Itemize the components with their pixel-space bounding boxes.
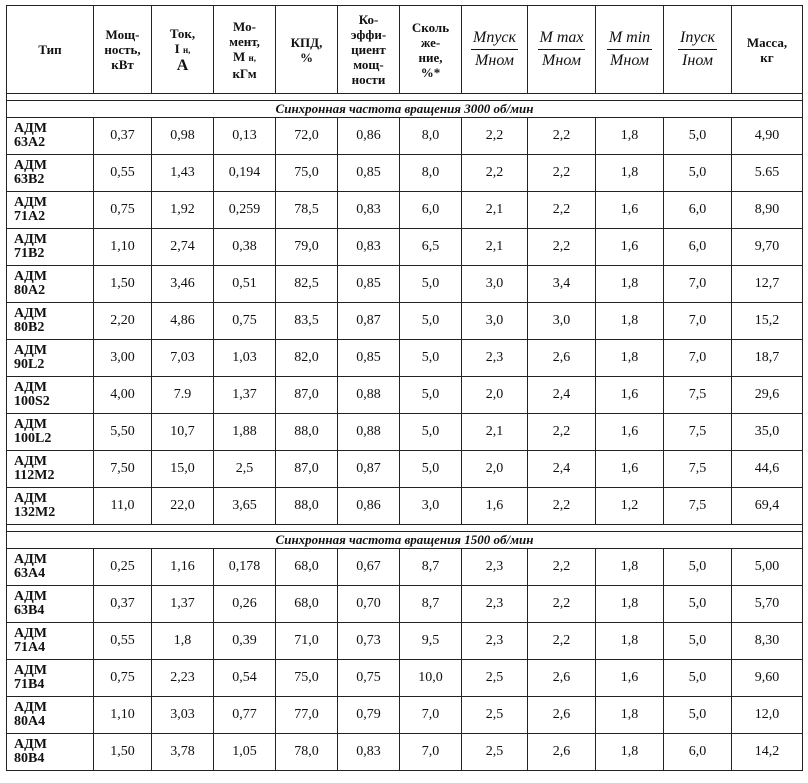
- table-cell: 5,0: [664, 549, 732, 586]
- table-cell: 5,50: [94, 414, 152, 451]
- table-cell: 6,0: [664, 192, 732, 229]
- motor-series: АДМ: [14, 343, 47, 358]
- table-cell: 0,259: [214, 192, 276, 229]
- motor-specs-table: [6, 5, 803, 771]
- table-cell: 78,5: [276, 192, 338, 229]
- motor-type-cell: [7, 586, 94, 623]
- table-cell: 0,98: [152, 118, 214, 155]
- table-cell: 1,6: [596, 414, 664, 451]
- motor-type-cell: [7, 660, 94, 697]
- motor-series: АДМ: [14, 700, 47, 715]
- table-cell: 2,2: [528, 118, 596, 155]
- table-cell: 1,8: [596, 586, 664, 623]
- motor-series: АДМ: [14, 626, 47, 641]
- col-mmax-ratio: $\frac{\text{М max}}{\text{Мном}}$: [528, 6, 596, 94]
- table-row: [7, 734, 803, 771]
- table-cell: 0,85: [338, 155, 400, 192]
- table-cell: 0,51: [214, 266, 276, 303]
- table-cell: 8,90: [732, 192, 803, 229]
- header-row: [7, 6, 803, 94]
- table-cell: 3,0: [462, 266, 528, 303]
- table-cell: 22,0: [152, 488, 214, 525]
- motor-type-cell: [7, 340, 94, 377]
- table-cell: 0,87: [338, 303, 400, 340]
- table-cell: 82,0: [276, 340, 338, 377]
- table-cell: 77,0: [276, 697, 338, 734]
- motor-series: АДМ: [14, 663, 47, 678]
- motor-series: АДМ: [14, 232, 47, 247]
- table-cell: 2,2: [528, 414, 596, 451]
- table-cell: 2,4: [528, 451, 596, 488]
- motor-series: АДМ: [14, 454, 47, 469]
- table-cell: 0,26: [214, 586, 276, 623]
- col-type: Тип: [7, 6, 94, 94]
- motor-model: 100L2: [14, 431, 52, 446]
- motor-model: 63А4: [14, 566, 46, 581]
- table-cell: 1,6: [596, 192, 664, 229]
- table-cell: 4,90: [732, 118, 803, 155]
- table-cell: 5,0: [664, 118, 732, 155]
- table-cell: 7,0: [664, 303, 732, 340]
- table-cell: 2,23: [152, 660, 214, 697]
- table-cell: 2,1: [462, 414, 528, 451]
- table-cell: 7.9: [152, 377, 214, 414]
- table-cell: 0,55: [94, 155, 152, 192]
- col-moment: Мо- мент, М н, кГм: [214, 6, 276, 94]
- table-cell: 0,83: [338, 192, 400, 229]
- motor-series: АДМ: [14, 589, 47, 604]
- table-cell: 3,0: [462, 303, 528, 340]
- table-cell: 3,0: [400, 488, 462, 525]
- table-cell: 7,03: [152, 340, 214, 377]
- table-cell: 1,10: [94, 229, 152, 266]
- motor-type-cell: [7, 266, 94, 303]
- table-cell: 82,5: [276, 266, 338, 303]
- table-cell: 7,0: [664, 340, 732, 377]
- motor-model: 63А2: [14, 135, 46, 150]
- section-title-row: [7, 532, 803, 549]
- table-cell: 0,75: [338, 660, 400, 697]
- table-cell: 0,178: [214, 549, 276, 586]
- motor-series: АДМ: [14, 306, 47, 321]
- table-row: [7, 451, 803, 488]
- table-cell: 0,38: [214, 229, 276, 266]
- table-cell: 5,0: [400, 340, 462, 377]
- motor-series: АДМ: [14, 269, 47, 284]
- motor-model: 80В2: [14, 320, 45, 335]
- table-cell: 1,6: [596, 451, 664, 488]
- section-title: Синхронная частота вращения 3000 об/мин: [7, 101, 803, 118]
- table-cell: 2,6: [528, 660, 596, 697]
- table-cell: 7,0: [664, 266, 732, 303]
- table-cell: 1,50: [94, 266, 152, 303]
- table-body: [7, 94, 803, 771]
- table-row: [7, 697, 803, 734]
- table-cell: 1,8: [596, 734, 664, 771]
- motor-model: 132М2: [14, 505, 56, 520]
- table-cell: 0,79: [338, 697, 400, 734]
- table-cell: 1,6: [462, 488, 528, 525]
- table-cell: 7,5: [664, 414, 732, 451]
- table-cell: 1,05: [214, 734, 276, 771]
- table-cell: 1,8: [596, 118, 664, 155]
- table-cell: 7,0: [400, 734, 462, 771]
- table-cell: 4,00: [94, 377, 152, 414]
- motor-type-cell: [7, 488, 94, 525]
- table-cell: 15,0: [152, 451, 214, 488]
- table-row: [7, 586, 803, 623]
- motor-type-cell: [7, 697, 94, 734]
- motor-type-cell: [7, 229, 94, 266]
- table-cell: 6,5: [400, 229, 462, 266]
- table-row: [7, 623, 803, 660]
- table-cell: 69,4: [732, 488, 803, 525]
- motor-model: 100S2: [14, 394, 50, 409]
- table-cell: 0,86: [338, 118, 400, 155]
- table-cell: 2,6: [528, 340, 596, 377]
- col-efficiency: КПД, %: [276, 6, 338, 94]
- table-cell: 2,3: [462, 549, 528, 586]
- table-cell: 6,0: [664, 734, 732, 771]
- table-cell: 12,7: [732, 266, 803, 303]
- motor-series: АДМ: [14, 737, 47, 752]
- table-cell: 2,2: [528, 192, 596, 229]
- table-row: [7, 303, 803, 340]
- table-row: [7, 118, 803, 155]
- table-cell: 8,7: [400, 586, 462, 623]
- motor-type-cell: [7, 118, 94, 155]
- table-cell: 0,77: [214, 697, 276, 734]
- motor-series: АДМ: [14, 380, 47, 395]
- table-cell: 3,78: [152, 734, 214, 771]
- table-cell: 75,0: [276, 155, 338, 192]
- table-cell: 83,5: [276, 303, 338, 340]
- table-cell: 5,00: [732, 549, 803, 586]
- motor-type-cell: [7, 734, 94, 771]
- table-cell: 9,70: [732, 229, 803, 266]
- table-cell: 5,0: [400, 451, 462, 488]
- table-cell: 5,0: [400, 266, 462, 303]
- table-cell: 79,0: [276, 229, 338, 266]
- table-cell: 1,8: [596, 697, 664, 734]
- col-mmin-ratio: $\frac{\text{М min}}{\text{Мном}}$: [596, 6, 664, 94]
- table-row: [7, 229, 803, 266]
- table-cell: 2,74: [152, 229, 214, 266]
- table-cell: 2,2: [462, 118, 528, 155]
- table-cell: 0,85: [338, 266, 400, 303]
- table-cell: 8,0: [400, 155, 462, 192]
- table-cell: 0,39: [214, 623, 276, 660]
- table-cell: 14,2: [732, 734, 803, 771]
- table-cell: 5,0: [400, 303, 462, 340]
- table-cell: 0,25: [94, 549, 152, 586]
- table-cell: 2,1: [462, 192, 528, 229]
- table-cell: 0,88: [338, 377, 400, 414]
- table-cell: 0,88: [338, 414, 400, 451]
- table-cell: 3,4: [528, 266, 596, 303]
- table-cell: 0,87: [338, 451, 400, 488]
- table-cell: 2,6: [528, 697, 596, 734]
- motor-model: 80А2: [14, 283, 46, 298]
- table-cell: 2,2: [462, 155, 528, 192]
- table-cell: 0,75: [214, 303, 276, 340]
- col-current: Ток, I н, А: [152, 6, 214, 94]
- table-cell: 0,85: [338, 340, 400, 377]
- table-cell: 12,0: [732, 697, 803, 734]
- motor-series: АДМ: [14, 491, 47, 506]
- table-cell: 10,0: [400, 660, 462, 697]
- table-cell: 1,16: [152, 549, 214, 586]
- motor-model: 71А2: [14, 209, 46, 224]
- table-cell: 68,0: [276, 586, 338, 623]
- table-cell: 10,7: [152, 414, 214, 451]
- motor-type-cell: [7, 377, 94, 414]
- col-istart-ratio: $\frac{\text{Iпуск}}{\text{Iном}}$: [664, 6, 732, 94]
- motor-model: 80А4: [14, 714, 46, 729]
- motor-model: 63В4: [14, 603, 45, 618]
- table-cell: 29,6: [732, 377, 803, 414]
- table-cell: 5,0: [664, 697, 732, 734]
- table-cell: 9,60: [732, 660, 803, 697]
- table-row: [7, 266, 803, 303]
- table-cell: 1,2: [596, 488, 664, 525]
- table-cell: 71,0: [276, 623, 338, 660]
- table-cell: 3,03: [152, 697, 214, 734]
- table-row: [7, 488, 803, 525]
- table-cell: 1,6: [596, 660, 664, 697]
- motor-type-cell: [7, 414, 94, 451]
- table-cell: 0,13: [214, 118, 276, 155]
- table-cell: 2,3: [462, 340, 528, 377]
- motor-series: АДМ: [14, 121, 47, 136]
- table-cell: 4,86: [152, 303, 214, 340]
- col-mstart-ratio: $\frac{\text{Мпуск}}{\text{Мном}}$: [462, 6, 528, 94]
- table-cell: 6,0: [400, 192, 462, 229]
- table-cell: 2,6: [528, 734, 596, 771]
- table-cell: 0,83: [338, 229, 400, 266]
- table-cell: 2,2: [528, 488, 596, 525]
- table-row: [7, 192, 803, 229]
- table-cell: 87,0: [276, 377, 338, 414]
- table-cell: 0,75: [94, 660, 152, 697]
- table-cell: 1,8: [596, 155, 664, 192]
- table-cell: 1,8: [596, 266, 664, 303]
- table-cell: 8,7: [400, 549, 462, 586]
- table-cell: 6,0: [664, 229, 732, 266]
- table-cell: 0,86: [338, 488, 400, 525]
- table-cell: 3,00: [94, 340, 152, 377]
- table-cell: 1,6: [596, 229, 664, 266]
- table-cell: 2,5: [214, 451, 276, 488]
- col-power: Мощ- ность, кВт: [94, 6, 152, 94]
- table-cell: 2,5: [462, 734, 528, 771]
- table-cell: 7,5: [664, 377, 732, 414]
- motor-type-cell: [7, 155, 94, 192]
- table-row: [7, 377, 803, 414]
- section-title: Синхронная частота вращения 1500 об/мин: [7, 532, 803, 549]
- table-cell: 2,2: [528, 623, 596, 660]
- table-row: [7, 155, 803, 192]
- table-cell: 15,2: [732, 303, 803, 340]
- table-cell: 1,37: [214, 377, 276, 414]
- col-power-factor: Ко- эффи- циент мощ- ности: [338, 6, 400, 94]
- motor-model: 71В4: [14, 677, 45, 692]
- motor-model: 63В2: [14, 172, 45, 187]
- table-cell: 5,0: [664, 660, 732, 697]
- table-cell: 2,0: [462, 451, 528, 488]
- table-cell: 18,7: [732, 340, 803, 377]
- table-cell: 11,0: [94, 488, 152, 525]
- motor-type-cell: [7, 451, 94, 488]
- motor-type-cell: [7, 549, 94, 586]
- table-cell: 1,8: [596, 303, 664, 340]
- table-cell: 2,2: [528, 229, 596, 266]
- table-row: [7, 340, 803, 377]
- table-cell: 1,37: [152, 586, 214, 623]
- table-cell: 1,8: [596, 549, 664, 586]
- section-spacer: [7, 94, 803, 101]
- table-cell: 88,0: [276, 488, 338, 525]
- table-cell: 1,92: [152, 192, 214, 229]
- table-cell: 2,5: [462, 660, 528, 697]
- table-cell: 72,0: [276, 118, 338, 155]
- table-cell: 0,67: [338, 549, 400, 586]
- table-cell: 1,88: [214, 414, 276, 451]
- motor-type-cell: [7, 623, 94, 660]
- table-cell: 2,2: [528, 549, 596, 586]
- table-cell: 3,0: [528, 303, 596, 340]
- table-cell: 5,0: [664, 586, 732, 623]
- table-cell: 5,0: [400, 414, 462, 451]
- table-cell: 1,6: [596, 377, 664, 414]
- table-cell: 1,03: [214, 340, 276, 377]
- table-cell: 8,0: [400, 118, 462, 155]
- table-cell: 0,55: [94, 623, 152, 660]
- table-cell: 5.65: [732, 155, 803, 192]
- motor-series: АДМ: [14, 195, 47, 210]
- table-cell: 5,0: [664, 155, 732, 192]
- motor-model: 71В2: [14, 246, 45, 261]
- motor-model: 80В4: [14, 751, 45, 766]
- table-cell: 68,0: [276, 549, 338, 586]
- table-cell: 3,65: [214, 488, 276, 525]
- table-cell: 2,2: [528, 155, 596, 192]
- table-cell: 1,50: [94, 734, 152, 771]
- section-title-row: [7, 101, 803, 118]
- table-cell: 0,194: [214, 155, 276, 192]
- table-cell: 7,0: [400, 697, 462, 734]
- table-cell: 78,0: [276, 734, 338, 771]
- table-row: [7, 414, 803, 451]
- table-cell: 7,5: [664, 488, 732, 525]
- table-cell: 3,46: [152, 266, 214, 303]
- table-cell: 2,0: [462, 377, 528, 414]
- section-spacer: [7, 525, 803, 532]
- table-cell: 2,1: [462, 229, 528, 266]
- table-cell: 2,3: [462, 586, 528, 623]
- table-cell: 87,0: [276, 451, 338, 488]
- table-cell: 1,8: [152, 623, 214, 660]
- col-slip: Сколь же- ние, %*: [400, 6, 462, 94]
- table-cell: 1,43: [152, 155, 214, 192]
- table-cell: 44,6: [732, 451, 803, 488]
- motor-model: 112М2: [14, 468, 55, 483]
- table-row: [7, 549, 803, 586]
- table-cell: 1,10: [94, 697, 152, 734]
- table-cell: 5,70: [732, 586, 803, 623]
- table-cell: 1,8: [596, 340, 664, 377]
- table-cell: 2,5: [462, 697, 528, 734]
- table-cell: 2,3: [462, 623, 528, 660]
- motor-type-cell: [7, 303, 94, 340]
- table-cell: 7,5: [664, 451, 732, 488]
- table-cell: 1,8: [596, 623, 664, 660]
- table-cell: 0,75: [94, 192, 152, 229]
- table-cell: 7,50: [94, 451, 152, 488]
- table-cell: 2,4: [528, 377, 596, 414]
- table-cell: 2,20: [94, 303, 152, 340]
- table-cell: 75,0: [276, 660, 338, 697]
- table-cell: 5,0: [664, 623, 732, 660]
- table-cell: 0,83: [338, 734, 400, 771]
- motor-series: АДМ: [14, 552, 47, 567]
- motor-type-cell: [7, 192, 94, 229]
- motor-series: АДМ: [14, 417, 47, 432]
- table-row: [7, 660, 803, 697]
- table-cell: 8,30: [732, 623, 803, 660]
- motor-model: 71А4: [14, 640, 46, 655]
- table-cell: 88,0: [276, 414, 338, 451]
- table-cell: 0,54: [214, 660, 276, 697]
- table-cell: 0,37: [94, 586, 152, 623]
- table-cell: 0,37: [94, 118, 152, 155]
- col-mass: Масса, кг: [732, 6, 803, 94]
- table-cell: 35,0: [732, 414, 803, 451]
- motor-series: АДМ: [14, 158, 47, 173]
- table-cell: 0,73: [338, 623, 400, 660]
- table-cell: 5,0: [400, 377, 462, 414]
- motor-model: 90L2: [14, 357, 45, 372]
- table-cell: 0,70: [338, 586, 400, 623]
- table-cell: 9,5: [400, 623, 462, 660]
- table-cell: 2,2: [528, 586, 596, 623]
